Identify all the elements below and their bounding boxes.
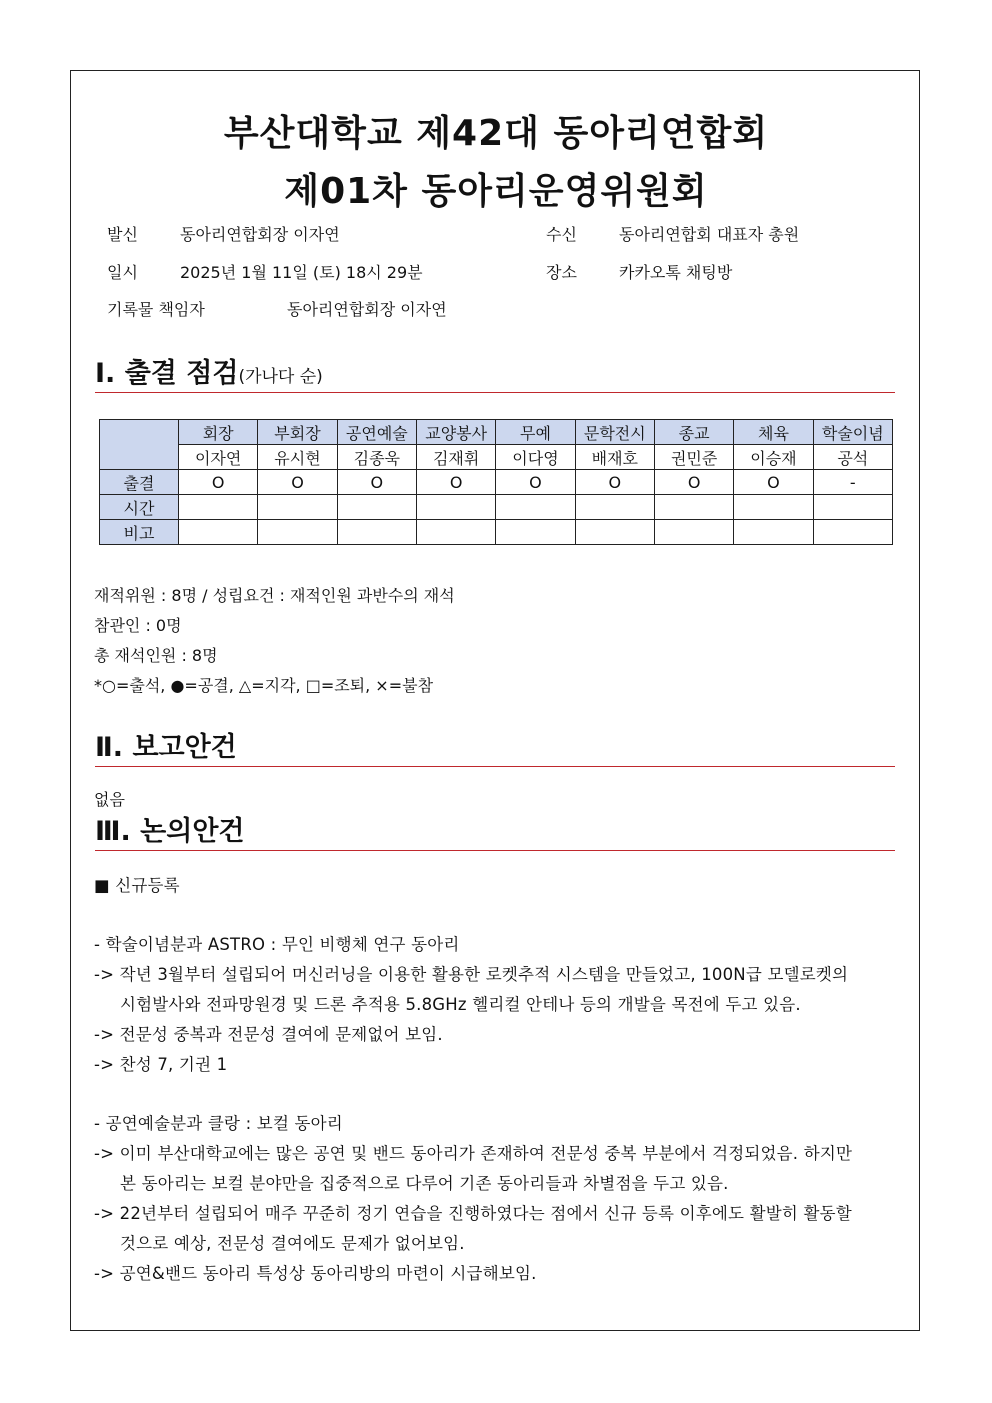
agenda-item-line: -> 이미 부산대학교에는 많은 공연 및 밴드 동아리가 존재하여 전문성 중복 부분에서 걱정되었음. 하지만 xyxy=(94,1144,853,1163)
division-cell: 교양봉사 xyxy=(416,420,495,445)
name-cell: 공석 xyxy=(813,445,892,470)
date-value: 2025년 1월 11일 (토) 18시 29분 xyxy=(180,263,423,282)
agenda-item-line: -> 작년 3월부터 설립되어 머신러닝을 이용한 활용한 로켓추적 시스템을 만들었고, 100N급 모델로켓의 xyxy=(94,965,849,984)
empty-cell xyxy=(734,520,813,545)
discussion-subheading: ■ 신규등록 xyxy=(94,876,180,895)
empty-cell xyxy=(575,520,654,545)
empty-cell xyxy=(813,495,892,520)
division-cell: 문학전시 xyxy=(575,420,654,445)
empty-cell xyxy=(654,495,733,520)
recorder-value: 동아리연합회장 이자연 xyxy=(287,300,447,319)
observer-line: 참관인 : 0명 xyxy=(94,616,182,635)
empty-cell xyxy=(258,520,337,545)
agenda-item-title: - 공연예술분과 클랑 : 보컬 동아리 xyxy=(94,1114,343,1133)
agenda-item-line: 시험발사와 전파망원경 및 드론 추적용 5.8GHz 헬리컬 안테나 등의 개발을 목전에 두고 있음. xyxy=(120,995,801,1014)
empty-cell xyxy=(734,495,813,520)
table-row-time xyxy=(100,495,893,520)
table-row-remarks xyxy=(100,520,893,545)
section-attendance-title: Ⅰ. 출결 점검 xyxy=(95,358,239,389)
table-row-names xyxy=(100,445,893,470)
empty-cell xyxy=(337,520,416,545)
division-cell: 학술이념 xyxy=(813,420,892,445)
agenda-item-line: 것으로 예상, 전문성 결여에도 문제가 없어보임. xyxy=(120,1234,465,1253)
empty-cell xyxy=(258,495,337,520)
table-corner-cell xyxy=(100,420,179,470)
name-cell: 이자연 xyxy=(179,445,258,470)
document-subtitle: 제01차 동아리운영위원회 xyxy=(284,171,708,212)
status-cell: O xyxy=(258,470,337,495)
division-cell: 무예 xyxy=(496,420,575,445)
document-title: 부산대학교 제42대 동아리연합회 xyxy=(223,113,769,154)
name-cell: 권민준 xyxy=(654,445,733,470)
agenda-item-line: -> 22년부터 설립되어 매주 꾸준히 정기 연습을 진행하였다는 점에서 신규 등록 이후에도 활발히 활동할 xyxy=(94,1204,852,1223)
row-label-attendance: 출결 xyxy=(100,470,179,495)
recorder-label: 기록물 책임자 xyxy=(107,300,205,319)
section-attendance-note: (가나다 순) xyxy=(238,367,323,387)
name-cell: 이승재 xyxy=(734,445,813,470)
date-label: 일시 xyxy=(107,263,138,282)
empty-cell xyxy=(337,495,416,520)
attendance-table xyxy=(99,419,893,545)
section-report-title: Ⅱ. 보고안건 xyxy=(95,732,237,763)
name-cell: 이다영 xyxy=(496,445,575,470)
status-cell: O xyxy=(179,470,258,495)
row-label-time: 시간 xyxy=(100,495,179,520)
section-discussion-header xyxy=(95,814,895,851)
receiver-value: 동아리연합회 대표자 총원 xyxy=(619,225,800,244)
status-cell: O xyxy=(416,470,495,495)
agenda-item-title: - 학술이념분과 ASTRO : 무인 비행체 연구 동아리 xyxy=(94,935,460,954)
place-label: 장소 xyxy=(546,263,577,282)
division-cell: 종교 xyxy=(654,420,733,445)
row-label-remarks: 비고 xyxy=(100,520,179,545)
empty-cell xyxy=(575,495,654,520)
section-report-header xyxy=(95,730,895,767)
name-cell: 김종욱 xyxy=(337,445,416,470)
empty-cell xyxy=(179,520,258,545)
name-cell: 김재휘 xyxy=(416,445,495,470)
empty-cell xyxy=(654,520,733,545)
attendance-legend: *○=출석, ●=공결, △=지각, □=조퇴, ×=불참 xyxy=(94,676,434,695)
section-discussion-title: Ⅲ. 논의안건 xyxy=(95,816,245,847)
name-cell: 유시현 xyxy=(258,445,337,470)
agenda-item-line: -> 전문성 중복과 전문성 결여에 문제없어 보임. xyxy=(94,1025,443,1044)
empty-cell xyxy=(416,495,495,520)
report-content: 없음 xyxy=(94,790,125,809)
table-row-divisions xyxy=(100,420,893,445)
agenda-item-line: -> 공연&밴드 동아리 특성상 동아리방의 마련이 시급해보임. xyxy=(94,1264,537,1283)
quorum-line: 재적위원 : 8명 / 성립요건 : 재적인원 과반수의 재석 xyxy=(94,586,455,605)
status-cell: O xyxy=(496,470,575,495)
table-row-attendance xyxy=(100,470,893,495)
division-cell: 부회장 xyxy=(258,420,337,445)
name-cell: 배재호 xyxy=(575,445,654,470)
section-attendance-header xyxy=(95,356,895,393)
empty-cell xyxy=(496,495,575,520)
status-cell: O xyxy=(734,470,813,495)
receiver-label: 수신 xyxy=(546,225,577,244)
division-cell: 회장 xyxy=(179,420,258,445)
division-cell: 체육 xyxy=(734,420,813,445)
sender-label: 발신 xyxy=(107,225,138,244)
status-cell: O xyxy=(575,470,654,495)
place-value: 카카오톡 채팅방 xyxy=(619,263,733,282)
status-cell: O xyxy=(337,470,416,495)
status-cell: - xyxy=(813,470,892,495)
empty-cell xyxy=(496,520,575,545)
agenda-item-line: 본 동아리는 보컬 분야만을 집중적으로 다루어 기존 동아리들과 차별점을 두고 있음. xyxy=(120,1174,729,1193)
empty-cell xyxy=(416,520,495,545)
present-line: 총 재석인원 : 8명 xyxy=(94,646,218,665)
empty-cell xyxy=(179,495,258,520)
agenda-item-line: -> 찬성 7, 기권 1 xyxy=(94,1055,228,1074)
sender-value: 동아리연합회장 이자연 xyxy=(180,225,340,244)
division-cell: 공연예술 xyxy=(337,420,416,445)
status-cell: O xyxy=(654,470,733,495)
empty-cell xyxy=(813,520,892,545)
